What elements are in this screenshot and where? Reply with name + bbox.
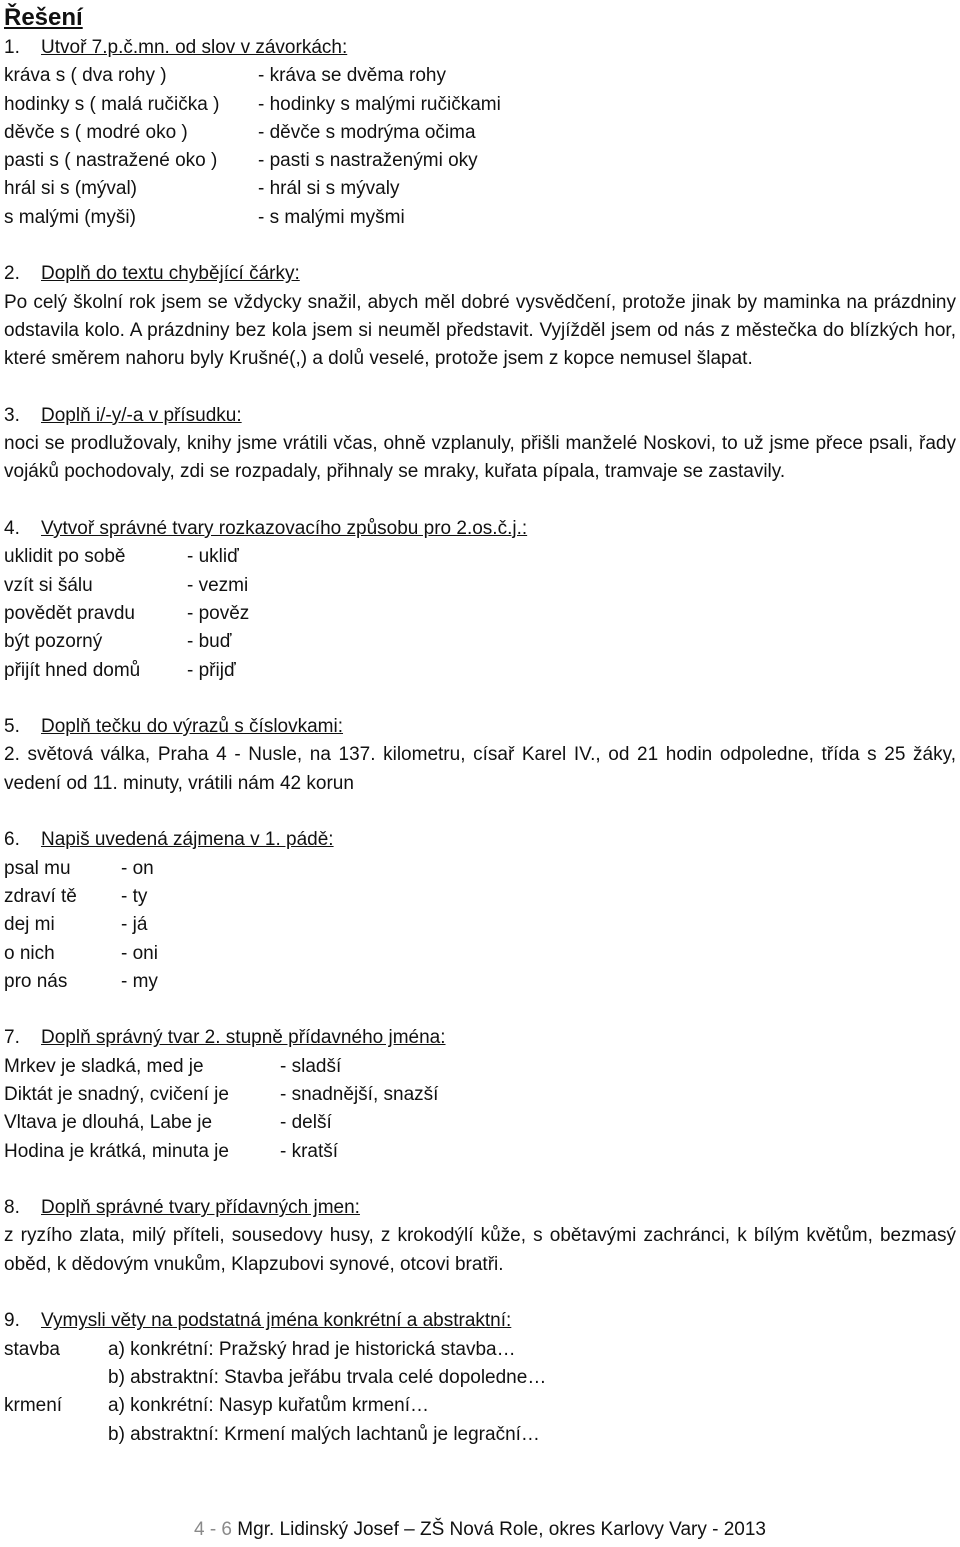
list-item: [4, 1392, 956, 1420]
item-right: - děvče s modrýma očima: [258, 121, 476, 143]
item-right: - delší: [280, 1112, 332, 1134]
noun-word: [4, 1421, 108, 1449]
item-left: pasti s ( nastražené oko ): [4, 150, 218, 172]
example-sentence: a) konkrétní: Pražský hrad je historická stavba…: [108, 1338, 516, 1360]
item-right: - kratší: [280, 1140, 339, 1162]
section-number: 9.: [4, 1310, 20, 1332]
worksheet-page: [4, 2, 956, 1477]
item-left: Diktát je snadný, cvičení je: [4, 1083, 229, 1105]
item-left: hrál si s (mýval): [4, 178, 138, 200]
list-item: [4, 1081, 956, 1109]
page-title: Řešení: [4, 4, 83, 31]
item-right: - sladší: [280, 1055, 342, 1077]
item-left: Hodina je krátká, minuta je: [4, 1140, 229, 1162]
list-item: [4, 91, 956, 119]
section-paragraph: Po celý školní rok jsem se vždycky snažil, abych měl dobré vysvědčení, protože jinak by maminka na prázdniny odstavila kolo. A prázdniny bez kola jsem si neuměl představit. Vyjížděl jsem od nás z městečka do blízkých hor, které směrem nahoru byly Krušné(,) a dolů veselé, protože jsem z kopce nemusel šlapat.: [4, 291, 956, 370]
page-footer: [0, 1516, 960, 1544]
section-title: Doplň správné tvary přídavných jmen:: [41, 1197, 360, 1219]
item-left: přijít hned domů: [4, 659, 141, 681]
section-number: 1.: [4, 37, 20, 58]
list-item: [4, 1109, 956, 1137]
item-right: - já: [121, 914, 148, 936]
section-4: [4, 515, 956, 685]
section-heading: [4, 402, 956, 430]
item-right: - pověz: [187, 602, 250, 624]
item-left: Vltava je dlouhá, Labe je: [4, 1112, 213, 1134]
list-item: [4, 628, 956, 656]
list-item: [4, 1053, 956, 1081]
list-item: [4, 1138, 956, 1166]
list-item: [4, 175, 956, 203]
item-left: povědět pravdu: [4, 602, 135, 624]
list-item: [4, 911, 956, 939]
item-right: - přijď: [187, 659, 236, 681]
example-sentence: b) abstraktní: Krmení malých lachtanů je legrační…: [108, 1423, 540, 1445]
item-left: Mrkev je sladká, med je: [4, 1055, 204, 1077]
item-left: uklidit po sobě: [4, 546, 126, 568]
section-heading: [4, 1194, 956, 1222]
section-number: 6.: [4, 829, 20, 851]
section-5: [4, 713, 956, 798]
list-item: [4, 883, 956, 911]
item-left: s malými (myši): [4, 206, 136, 228]
item-left: děvče s ( modré oko ): [4, 121, 188, 143]
list-item: [4, 1336, 956, 1364]
example-sentence: a) konkrétní: Nasyp kuřatům krmení…: [108, 1395, 429, 1417]
item-right: - vezmi: [187, 574, 249, 596]
section-number: 8.: [4, 1197, 20, 1219]
list-item: [4, 657, 956, 685]
section-9: [4, 1307, 956, 1448]
section-paragraph: z ryzího zlata, milý příteli, sousedovy husy, z krokodýlí kůže, s obětavými zachránci, k bílým květům, bezmasý oběd, k dědovým vnukům, Klapzubovi synové, otcovi bratři.: [4, 1225, 956, 1275]
item-left: o nich: [4, 942, 55, 964]
section-title: Vymysli věty na podstatná jména konkrétní a abstraktní:: [41, 1310, 512, 1332]
section-2: [4, 260, 956, 373]
footer-author: Mgr. Lidinský Josef – ZŠ Nová Role, okres Karlovy Vary - 2013: [237, 1519, 766, 1540]
page-number: 4 - 6: [193, 1519, 233, 1540]
section-number: 3.: [4, 404, 20, 426]
section-heading: [4, 515, 956, 543]
item-left: vzít si šálu: [4, 574, 93, 596]
item-left: hodinky s ( malá ručička ): [4, 93, 220, 115]
section-1: [4, 34, 956, 232]
section-number: 4.: [4, 518, 20, 540]
section-title: Doplň do textu chybějící čárky:: [41, 263, 300, 285]
noun-word: stavba: [4, 1338, 60, 1360]
noun-word: krmení: [4, 1395, 63, 1417]
section-6: [4, 826, 956, 996]
section-7: [4, 1024, 956, 1165]
item-left: psal mu: [4, 857, 71, 879]
noun-word: [4, 1364, 108, 1392]
section-number: 5.: [4, 716, 20, 738]
section-number: 7.: [4, 1027, 20, 1049]
item-right: - on: [121, 857, 154, 879]
section-8: [4, 1194, 956, 1279]
item-right: - s malými myšmi: [258, 206, 405, 228]
list-item: [4, 204, 956, 232]
list-item: [4, 855, 956, 883]
list-item: [4, 1421, 956, 1449]
section-title: Doplň i/-y/-a v přísudku:: [41, 404, 242, 426]
item-right: - ukliď: [187, 546, 239, 568]
section-title: Doplň tečku do výrazů s číslovkami:: [41, 716, 344, 738]
list-item: [4, 572, 956, 600]
item-left: pro nás: [4, 970, 68, 992]
list-item: [4, 147, 956, 175]
list-item: [4, 940, 956, 968]
list-item: [4, 119, 956, 147]
section-heading: [4, 713, 956, 741]
item-left: být pozorný: [4, 631, 103, 653]
list-item: [4, 1364, 956, 1392]
section-heading: [4, 1307, 956, 1335]
item-right: - ty: [121, 885, 148, 907]
section-3: [4, 402, 956, 487]
section-title: Doplň správný tvar 2. stupně přídavného jména:: [41, 1027, 446, 1049]
item-right: - kráva se dvěma rohy: [258, 65, 446, 87]
section-heading: [4, 826, 956, 854]
section-heading: [4, 34, 956, 62]
section-number: 2.: [4, 263, 20, 285]
list-item: [4, 968, 956, 996]
section-heading: [4, 260, 956, 288]
item-right: - hrál si s mývaly: [258, 178, 400, 200]
section-paragraph: 2. světová válka, Praha 4 - Nusle, na 137. kilometru, císař Karel IV., od 21 hodin odpoledne, třída s 25 žáky, vedení od 11. minuty, vrátili nám 42 korun: [4, 744, 956, 794]
section-title: Vytvoř správné tvary rozkazovacího způsobu pro 2.os.č.j.:: [41, 518, 528, 540]
item-left: kráva s ( dva rohy ): [4, 65, 167, 87]
item-left: zdraví tě: [4, 885, 77, 907]
item-left: dej mi: [4, 914, 55, 936]
section-title: Napiš uvedená zájmena v 1. pádě:: [41, 829, 334, 851]
item-right: - hodinky s malými ručičkami: [258, 93, 501, 115]
list-item: [4, 62, 956, 90]
section-title: Utvoř 7.p.č.mn. od slov v závorkách:: [41, 37, 348, 58]
list-item: [4, 600, 956, 628]
item-right: - buď: [187, 631, 232, 653]
item-right: - snadnější, snazší: [280, 1083, 439, 1105]
item-right: - my: [121, 970, 158, 992]
item-right: - oni: [121, 942, 158, 964]
section-paragraph: noci se prodlužovaly, knihy jsme vrátili včas, ohně vzplanuly, přišli manželé Noskovi, to už jsme přece psali, řady vojáků pochodovaly, zdi se rozpadaly, přihnaly se mraky, kuřata pípala, tramvaje se zastavily.: [4, 433, 956, 483]
example-sentence: b) abstraktní: Stavba jeřábu trvala celé dopoledne…: [108, 1366, 547, 1388]
list-item: [4, 543, 956, 571]
section-heading: [4, 1024, 956, 1052]
item-right: - pasti s nastraženými oky: [258, 150, 478, 172]
